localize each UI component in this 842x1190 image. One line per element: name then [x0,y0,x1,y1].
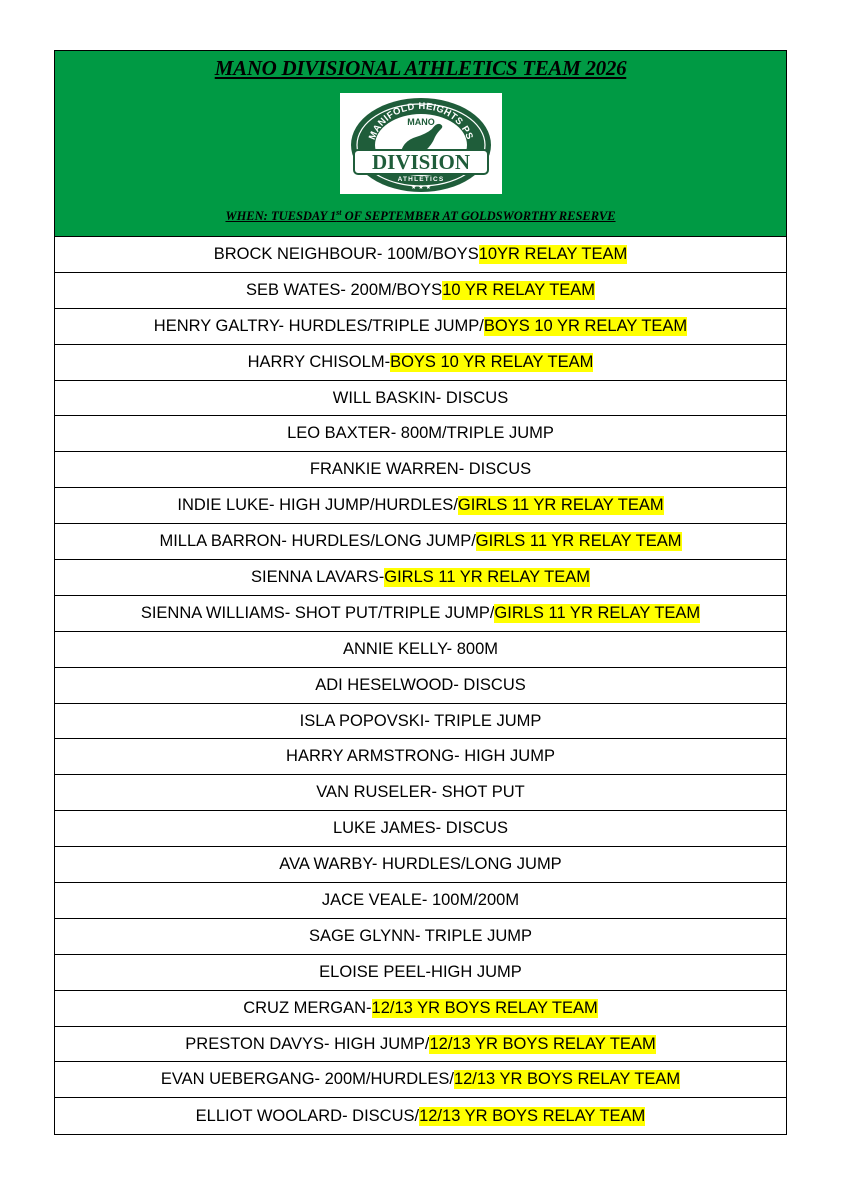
athlete-events: SAGE GLYNN- TRIPLE JUMP [308,926,533,945]
logo-top-text: MANO [407,117,435,127]
relay-team-highlight: 12/13 YR BOYS RELAY TEAM [429,1034,656,1053]
logo-stars: ★ ★ ★ [411,184,431,191]
athlete-events: PRESTON DAVYS- HIGH JUMP/ [185,1034,430,1053]
athlete-list [55,237,786,1134]
athlete-events: FRANKIE WARREN- DISCUS [309,460,532,479]
athlete-row [55,704,786,740]
relay-team-highlight: BOYS 10 YR RELAY TEAM [483,316,688,335]
athlete-row [55,668,786,704]
athlete-events: SEB WATES- 200M/BOYS [245,280,443,299]
athlete-events: LEO BAXTER- 800M/TRIPLE JUMP [287,424,554,443]
athlete-events: VAN RUSELER- SHOT PUT [316,783,525,802]
athlete-events: HARRY ARMSTRONG- HIGH JUMP [286,747,555,766]
relay-team-highlight: 12/13 YR BOYS RELAY TEAM [453,1070,681,1089]
when-ordinal: st [336,208,342,217]
relay-team-highlight: GIRLS 11 YR RELAY TEAM [457,496,664,515]
athlete-events: SIENNA LAVARS- [251,567,385,586]
athlete-row [55,488,786,524]
athlete-row [55,596,786,632]
athlete-row [55,1098,786,1134]
athlete-row [55,1062,786,1098]
logo-sub-text: ATHLETICS [397,176,445,183]
athlete-row [55,775,786,811]
athlete-events: LUKE JAMES- DISCUS [332,819,509,838]
athlete-events: WILL BASKIN- DISCUS [332,388,509,407]
athlete-events: CRUZ MERGAN- [243,998,372,1017]
athlete-row [55,811,786,847]
relay-team-highlight: 10 YR RELAY TEAM [442,280,596,299]
athlete-events: MILLA BARRON- HURDLES/LONG JUMP/ [159,532,476,551]
athlete-events: BROCK NEIGHBOUR- 100M/BOYS [213,244,479,263]
athlete-row [55,1027,786,1063]
athlete-row [55,739,786,775]
relay-team-highlight: 12/13 YR BOYS RELAY TEAM [371,998,598,1017]
team-table [54,50,787,1135]
athlete-events: ANNIE KELLY- 800M [343,639,498,658]
athlete-row [55,273,786,309]
relay-team-highlight: GIRLS 11 YR RELAY TEAM [494,603,701,622]
relay-team-highlight: BOYS 10 YR RELAY TEAM [390,352,594,371]
athlete-row [55,632,786,668]
when-suffix: OF SEPTEMBER AT GOLDSWORTHY RESERVE [341,209,616,224]
athlete-events: SIENNA WILLIAMS- SHOT PUT/TRIPLE JUMP/ [140,603,495,622]
athlete-events: ELLIOT WOOLARD- DISCUS/ [195,1106,420,1125]
relay-team-highlight: 12/13 YR BOYS RELAY TEAM [419,1106,646,1125]
athlete-row [55,452,786,488]
athlete-events: INDIE LUKE- HIGH JUMP/HURDLES/ [177,496,458,515]
logo-arc-text: MANIFOLD HEIGHTS PS [366,100,476,142]
division-athletics-logo [340,93,502,194]
athlete-events: ISLA POPOVSKI- TRIPLE JUMP [299,711,542,730]
athlete-row [55,309,786,345]
event-when [55,208,786,224]
athlete-row [55,524,786,560]
logo-banner-text: DIVISION [371,150,471,174]
athlete-row [55,416,786,452]
athlete-events: AVA WARBY- HURDLES/LONG JUMP [279,855,562,874]
athlete-row [55,991,786,1027]
table-header [55,51,786,237]
athlete-row [55,237,786,273]
athlete-events: EVAN UEBERGANG- 200M/HURDLES/ [160,1070,454,1089]
athlete-row [55,847,786,883]
athlete-row [55,560,786,596]
relay-team-highlight: 10YR RELAY TEAM [478,244,628,263]
athlete-events: ADI HESELWOOD- DISCUS [315,675,526,694]
athlete-events: ELOISE PEEL-HIGH JUMP [319,962,522,981]
relay-team-highlight: GIRLS 11 YR RELAY TEAM [475,532,682,551]
relay-team-highlight: GIRLS 11 YR RELAY TEAM [384,567,590,586]
athlete-row [55,381,786,417]
athlete-row [55,955,786,991]
athlete-events: HENRY GALTRY- HURDLES/TRIPLE JUMP/ [153,316,484,335]
athlete-events: HARRY CHISOLM- [247,352,391,371]
school-logo [340,93,502,194]
athlete-row [55,345,786,381]
athlete-events: JACE VEALE- 100M/200M [321,890,520,909]
page-title: MANO DIVISIONAL ATHLETICS TEAM 2026 [214,56,627,80]
when-prefix: WHEN: TUESDAY 1 [225,209,337,224]
athlete-row [55,883,786,919]
athlete-row [55,919,786,955]
